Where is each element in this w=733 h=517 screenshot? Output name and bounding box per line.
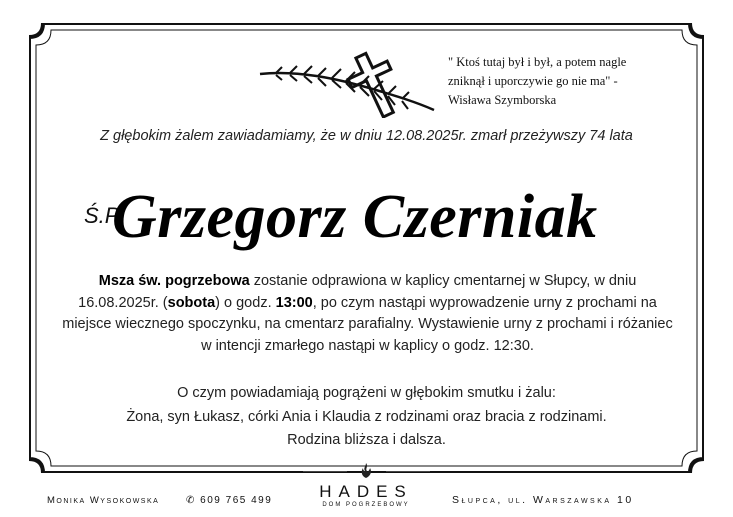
notice-line-3: Rodzina bliższa i dalsza. <box>287 432 446 448</box>
mass-day: sobota <box>167 294 216 311</box>
honorific: Ś.P. <box>84 203 123 228</box>
divider-left <box>303 471 347 472</box>
deceased-name: Grzegorz Czerniak <box>112 183 598 251</box>
mass-time: 13:00 <box>275 294 313 311</box>
footer-phone <box>186 495 272 506</box>
mass-text-3: , po czym nastąpi wyprowadzenie urny z prochami na miejsce wiecznego spoczynku, na cmentarz parafialny. Wystawienie urny z prochami i różaniec w intencji zmarłego nastąpi w kaplicy o godz. 12:30. <box>62 294 673 354</box>
brand-logo-text: HADES <box>319 482 413 501</box>
notice-line-1: O czym powiadamiają pogrążeni w głębokim smutku i żalu: <box>177 385 556 401</box>
phone-icon: ✆ <box>186 495 196 506</box>
announcement-intro: Z głębokim żalem zawiadamiamy, że w dniu 12.08.2025r. zmarł przeżywszy 74 lata <box>100 128 633 144</box>
family-notice <box>0 382 733 453</box>
mass-text-2: ) o godz. <box>215 294 276 311</box>
brand-subtitle: DOM POGRZEBOWY <box>322 502 410 508</box>
footer-person: Monika Wysokowska <box>47 495 160 506</box>
mass-text-1: zostanie odprawiona w kaplicy cmentarnej w Słupcy, w dniu 16.08.2025r. ( <box>78 273 637 311</box>
quote-line-2: zniknął i uporczywie go nie ma" - <box>448 74 618 88</box>
funeral-mass-details <box>60 271 675 357</box>
flame-icon <box>357 462 375 480</box>
quote-line-1: " Ktoś tutaj był i był, a potem nagle <box>448 55 627 69</box>
mass-label: Msza św. pogrzebowa <box>98 273 250 289</box>
phone-number: 609 765 499 <box>200 495 273 506</box>
notice-line-2: Żona, syn Łukasz, córki Ania i Klaudia z rodzinami oraz bracia z rodzinami. <box>126 408 607 425</box>
quote <box>448 53 688 110</box>
divider-right <box>386 471 430 472</box>
cross-icon <box>256 40 438 118</box>
quote-line-3: Wisława Szymborska <box>448 93 557 107</box>
footer-address: Słupca, ul. Warszawska 10 <box>452 494 634 506</box>
